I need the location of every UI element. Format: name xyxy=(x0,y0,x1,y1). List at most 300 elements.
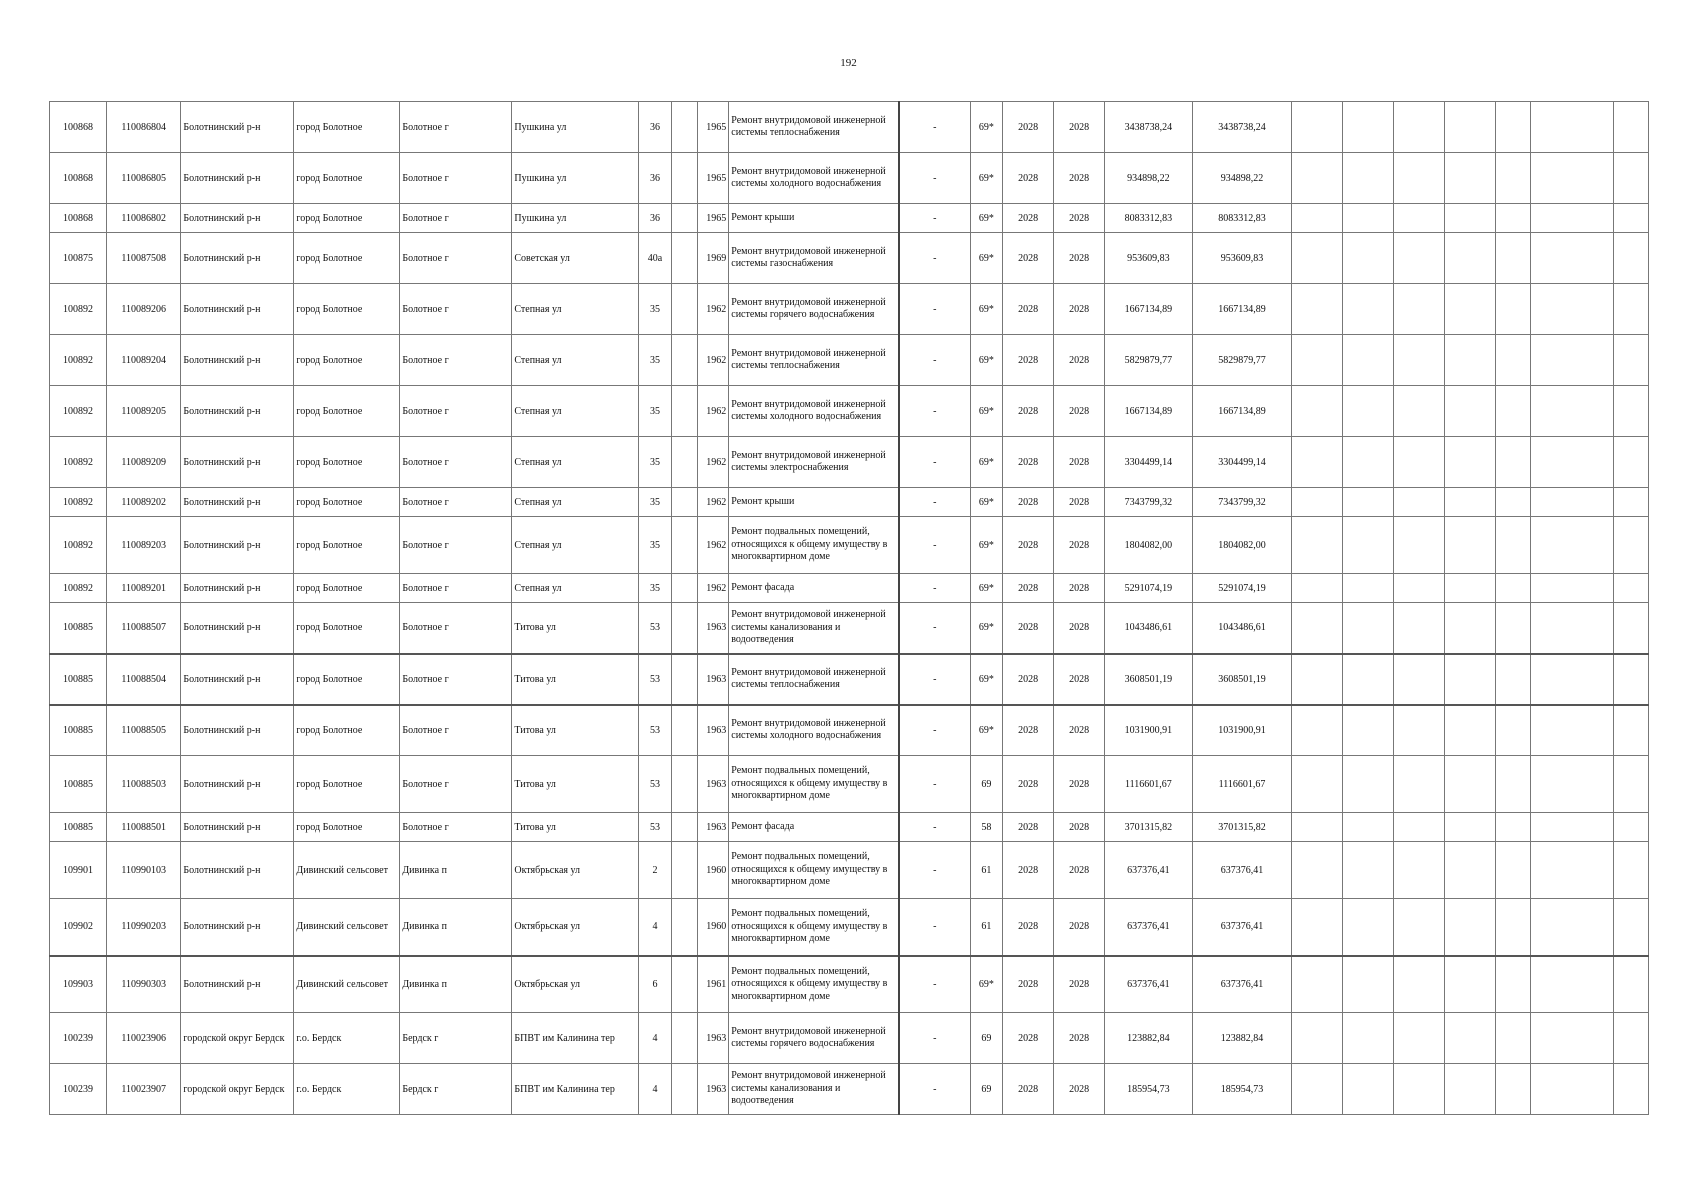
wear-percent: 69* xyxy=(970,204,1003,233)
table-row xyxy=(50,813,1649,842)
empty-cell xyxy=(1614,842,1649,899)
wear-percent: 69 xyxy=(970,1013,1003,1064)
object-code: 110086802 xyxy=(107,204,181,233)
empty-cell xyxy=(1445,102,1496,153)
object-code: 110088503 xyxy=(107,756,181,813)
year-to: 2028 xyxy=(1054,603,1105,654)
municipality: город Болотное xyxy=(294,437,400,488)
year-to: 2028 xyxy=(1054,437,1105,488)
district: Болотнинский р-н xyxy=(181,899,294,956)
total-cost: 637376,41 xyxy=(1192,899,1292,956)
total-cost: 953609,83 xyxy=(1192,233,1292,284)
empty-cell xyxy=(1292,153,1343,204)
year-to: 2028 xyxy=(1054,574,1105,603)
total-cost: 7343799,32 xyxy=(1192,488,1292,517)
total-cost: 1043486,61 xyxy=(1192,603,1292,654)
row-id: 100239 xyxy=(50,1064,107,1115)
wear-percent: 69* xyxy=(970,654,1003,705)
table-row xyxy=(50,437,1649,488)
empty-cell xyxy=(1530,603,1614,654)
house-number: 35 xyxy=(638,437,672,488)
build-year: 1962 xyxy=(697,517,729,574)
empty-cell xyxy=(1496,1013,1531,1064)
year-from: 2028 xyxy=(1003,233,1054,284)
dash-cell: - xyxy=(899,517,970,574)
object-code: 110088501 xyxy=(107,813,181,842)
blank-cell xyxy=(672,603,697,654)
empty-cell xyxy=(1496,233,1531,284)
wear-percent: 69* xyxy=(970,153,1003,204)
object-code: 110089205 xyxy=(107,386,181,437)
house-number: 35 xyxy=(638,284,672,335)
district: Болотнинский р-н xyxy=(181,574,294,603)
dash-cell: - xyxy=(899,603,970,654)
empty-cell xyxy=(1614,204,1649,233)
build-year: 1963 xyxy=(697,1013,729,1064)
work-type: Ремонт фасада xyxy=(729,574,899,603)
district: Болотнинский р-н xyxy=(181,654,294,705)
empty-cell xyxy=(1614,153,1649,204)
empty-cell xyxy=(1343,654,1394,705)
district: Болотнинский р-н xyxy=(181,335,294,386)
empty-cell xyxy=(1394,488,1445,517)
cost: 8083312,83 xyxy=(1105,204,1193,233)
empty-cell xyxy=(1496,574,1531,603)
blank-cell xyxy=(672,233,697,284)
house-number: 6 xyxy=(638,956,672,1013)
locality: Бердск г xyxy=(400,1064,512,1115)
municipality: город Болотное xyxy=(294,335,400,386)
house-number: 53 xyxy=(638,654,672,705)
empty-cell xyxy=(1292,204,1343,233)
object-code: 110089206 xyxy=(107,284,181,335)
empty-cell xyxy=(1445,153,1496,204)
municipality: город Болотное xyxy=(294,603,400,654)
empty-cell xyxy=(1614,233,1649,284)
total-cost: 5829879,77 xyxy=(1192,335,1292,386)
empty-cell xyxy=(1394,102,1445,153)
table-row xyxy=(50,1064,1649,1115)
locality: Болотное г xyxy=(400,603,512,654)
blank-cell xyxy=(672,842,697,899)
locality: Болотное г xyxy=(400,756,512,813)
empty-cell xyxy=(1496,284,1531,335)
year-from: 2028 xyxy=(1003,517,1054,574)
blank-cell xyxy=(672,654,697,705)
object-code: 110990103 xyxy=(107,842,181,899)
year-to: 2028 xyxy=(1054,153,1105,204)
municipality: город Болотное xyxy=(294,102,400,153)
empty-cell xyxy=(1394,386,1445,437)
empty-cell xyxy=(1445,705,1496,756)
empty-cell xyxy=(1530,386,1614,437)
locality: Болотное г xyxy=(400,153,512,204)
build-year: 1965 xyxy=(697,153,729,204)
municipality: город Болотное xyxy=(294,284,400,335)
empty-cell xyxy=(1530,842,1614,899)
district: Болотнинский р-н xyxy=(181,153,294,204)
year-from: 2028 xyxy=(1003,386,1054,437)
empty-cell xyxy=(1614,705,1649,756)
year-from: 2028 xyxy=(1003,705,1054,756)
work-type: Ремонт внутридомовой инженерной системы холодного водоснабжения xyxy=(729,153,899,204)
district: Болотнинский р-н xyxy=(181,204,294,233)
empty-cell xyxy=(1343,437,1394,488)
street: Степная ул xyxy=(512,335,638,386)
table-row xyxy=(50,284,1649,335)
wear-percent: 58 xyxy=(970,813,1003,842)
empty-cell xyxy=(1614,335,1649,386)
street: Титова ул xyxy=(512,705,638,756)
year-from: 2028 xyxy=(1003,756,1054,813)
district: городской округ Бердск xyxy=(181,1064,294,1115)
dash-cell: - xyxy=(899,654,970,705)
cost: 1667134,89 xyxy=(1105,284,1193,335)
empty-cell xyxy=(1530,233,1614,284)
empty-cell xyxy=(1394,813,1445,842)
blank-cell xyxy=(672,335,697,386)
empty-cell xyxy=(1530,437,1614,488)
empty-cell xyxy=(1394,842,1445,899)
dash-cell: - xyxy=(899,102,970,153)
municipality: город Болотное xyxy=(294,204,400,233)
district: Болотнинский р-н xyxy=(181,233,294,284)
wear-percent: 61 xyxy=(970,899,1003,956)
locality: Болотное г xyxy=(400,102,512,153)
build-year: 1960 xyxy=(697,842,729,899)
table-row xyxy=(50,1013,1649,1064)
empty-cell xyxy=(1530,756,1614,813)
cost: 185954,73 xyxy=(1105,1064,1193,1115)
empty-cell xyxy=(1530,102,1614,153)
page-number: 192 xyxy=(840,57,857,69)
total-cost: 185954,73 xyxy=(1192,1064,1292,1115)
locality: Дивинка п xyxy=(400,956,512,1013)
empty-cell xyxy=(1394,1013,1445,1064)
dash-cell: - xyxy=(899,437,970,488)
blank-cell xyxy=(672,705,697,756)
dash-cell: - xyxy=(899,956,970,1013)
empty-cell xyxy=(1496,813,1531,842)
cost: 1116601,67 xyxy=(1105,756,1193,813)
street: Октябрьская ул xyxy=(512,956,638,1013)
street: Степная ул xyxy=(512,386,638,437)
work-type: Ремонт подвальных помещений, относящихся к общему имуществу в многоквартирном доме xyxy=(729,956,899,1013)
blank-cell xyxy=(672,284,697,335)
wear-percent: 69* xyxy=(970,603,1003,654)
build-year: 1962 xyxy=(697,437,729,488)
build-year: 1965 xyxy=(697,204,729,233)
row-id: 100239 xyxy=(50,1013,107,1064)
year-from: 2028 xyxy=(1003,102,1054,153)
district: Болотнинский р-н xyxy=(181,603,294,654)
empty-cell xyxy=(1614,437,1649,488)
empty-cell xyxy=(1343,899,1394,956)
district: Болотнинский р-н xyxy=(181,517,294,574)
empty-cell xyxy=(1394,204,1445,233)
municipality: город Болотное xyxy=(294,517,400,574)
empty-cell xyxy=(1394,233,1445,284)
total-cost: 123882,84 xyxy=(1192,1013,1292,1064)
object-code: 110023906 xyxy=(107,1013,181,1064)
blank-cell xyxy=(672,574,697,603)
table-row xyxy=(50,756,1649,813)
municipality: г.о. Бердск xyxy=(294,1064,400,1115)
street: Степная ул xyxy=(512,437,638,488)
street: Титова ул xyxy=(512,756,638,813)
dash-cell: - xyxy=(899,284,970,335)
empty-cell xyxy=(1445,842,1496,899)
empty-cell xyxy=(1394,654,1445,705)
row-id: 100885 xyxy=(50,654,107,705)
municipality: г.о. Бердск xyxy=(294,1013,400,1064)
cost: 5291074,19 xyxy=(1105,574,1193,603)
empty-cell xyxy=(1614,574,1649,603)
street: Пушкина ул xyxy=(512,204,638,233)
table-row xyxy=(50,233,1649,284)
empty-cell xyxy=(1614,488,1649,517)
street: Степная ул xyxy=(512,488,638,517)
empty-cell xyxy=(1292,756,1343,813)
year-from: 2028 xyxy=(1003,842,1054,899)
row-id: 109901 xyxy=(50,842,107,899)
work-type: Ремонт внутридомовой инженерной системы канализования и водоотведения xyxy=(729,603,899,654)
empty-cell xyxy=(1614,603,1649,654)
empty-cell xyxy=(1343,603,1394,654)
empty-cell xyxy=(1614,517,1649,574)
work-type: Ремонт подвальных помещений, относящихся к общему имуществу в многоквартирном доме xyxy=(729,756,899,813)
wear-percent: 69* xyxy=(970,517,1003,574)
empty-cell xyxy=(1343,956,1394,1013)
street: Пушкина ул xyxy=(512,102,638,153)
house-number: 36 xyxy=(638,153,672,204)
empty-cell xyxy=(1343,705,1394,756)
empty-cell xyxy=(1614,756,1649,813)
total-cost: 3438738,24 xyxy=(1192,102,1292,153)
row-id: 100868 xyxy=(50,102,107,153)
empty-cell xyxy=(1343,102,1394,153)
empty-cell xyxy=(1496,386,1531,437)
build-year: 1961 xyxy=(697,956,729,1013)
empty-cell xyxy=(1530,517,1614,574)
municipality: Дивинский сельсовет xyxy=(294,956,400,1013)
work-type: Ремонт внутридомовой инженерной системы горячего водоснабжения xyxy=(729,1013,899,1064)
district: Болотнинский р-н xyxy=(181,705,294,756)
locality: Болотное г xyxy=(400,204,512,233)
cost: 123882,84 xyxy=(1105,1013,1193,1064)
empty-cell xyxy=(1445,335,1496,386)
dash-cell: - xyxy=(899,705,970,756)
work-type: Ремонт внутридомовой инженерной системы газоснабжения xyxy=(729,233,899,284)
empty-cell xyxy=(1292,335,1343,386)
wear-percent: 69 xyxy=(970,1064,1003,1115)
cost: 5829879,77 xyxy=(1105,335,1193,386)
empty-cell xyxy=(1343,1013,1394,1064)
empty-cell xyxy=(1343,813,1394,842)
cost: 934898,22 xyxy=(1105,153,1193,204)
table-row xyxy=(50,574,1649,603)
build-year: 1962 xyxy=(697,488,729,517)
empty-cell xyxy=(1496,335,1531,386)
row-id: 100892 xyxy=(50,335,107,386)
dash-cell: - xyxy=(899,204,970,233)
municipality: Дивинский сельсовет xyxy=(294,899,400,956)
empty-cell xyxy=(1530,813,1614,842)
object-code: 110088507 xyxy=(107,603,181,654)
locality: Болотное г xyxy=(400,488,512,517)
year-to: 2028 xyxy=(1054,1013,1105,1064)
empty-cell xyxy=(1445,899,1496,956)
empty-cell xyxy=(1445,386,1496,437)
row-id: 100892 xyxy=(50,386,107,437)
empty-cell xyxy=(1614,813,1649,842)
row-id: 100892 xyxy=(50,517,107,574)
object-code: 110087508 xyxy=(107,233,181,284)
municipality: город Болотное xyxy=(294,153,400,204)
blank-cell xyxy=(672,386,697,437)
blank-cell xyxy=(672,102,697,153)
empty-cell xyxy=(1445,654,1496,705)
empty-cell xyxy=(1343,574,1394,603)
table-body xyxy=(50,102,1649,1115)
work-type: Ремонт подвальных помещений, относящихся к общему имуществу в многоквартирном доме xyxy=(729,842,899,899)
empty-cell xyxy=(1343,488,1394,517)
empty-cell xyxy=(1343,335,1394,386)
empty-cell xyxy=(1496,603,1531,654)
empty-cell xyxy=(1445,1064,1496,1115)
empty-cell xyxy=(1445,756,1496,813)
table-row xyxy=(50,899,1649,956)
year-to: 2028 xyxy=(1054,956,1105,1013)
wear-percent: 69 xyxy=(970,756,1003,813)
street: Степная ул xyxy=(512,517,638,574)
empty-cell xyxy=(1614,284,1649,335)
district: Болотнинский р-н xyxy=(181,437,294,488)
empty-cell xyxy=(1343,233,1394,284)
object-code: 110089202 xyxy=(107,488,181,517)
house-number: 35 xyxy=(638,488,672,517)
row-id: 100892 xyxy=(50,437,107,488)
empty-cell xyxy=(1530,1013,1614,1064)
empty-cell xyxy=(1445,284,1496,335)
row-id: 100892 xyxy=(50,488,107,517)
total-cost: 3304499,14 xyxy=(1192,437,1292,488)
empty-cell xyxy=(1530,1064,1614,1115)
total-cost: 637376,41 xyxy=(1192,956,1292,1013)
cost: 3438738,24 xyxy=(1105,102,1193,153)
year-to: 2028 xyxy=(1054,756,1105,813)
object-code: 110990203 xyxy=(107,899,181,956)
house-number: 4 xyxy=(638,1064,672,1115)
dash-cell: - xyxy=(899,153,970,204)
empty-cell xyxy=(1530,574,1614,603)
street: Октябрьская ул xyxy=(512,899,638,956)
district: Болотнинский р-н xyxy=(181,842,294,899)
empty-cell xyxy=(1614,1013,1649,1064)
empty-cell xyxy=(1614,386,1649,437)
object-code: 110089204 xyxy=(107,335,181,386)
street: Пушкина ул xyxy=(512,153,638,204)
table-row xyxy=(50,488,1649,517)
year-from: 2028 xyxy=(1003,1013,1054,1064)
empty-cell xyxy=(1343,153,1394,204)
blank-cell xyxy=(672,204,697,233)
object-code: 110023907 xyxy=(107,1064,181,1115)
empty-cell xyxy=(1292,517,1343,574)
municipality: город Болотное xyxy=(294,813,400,842)
blank-cell xyxy=(672,488,697,517)
blank-cell xyxy=(672,1064,697,1115)
empty-cell xyxy=(1394,1064,1445,1115)
empty-cell xyxy=(1496,899,1531,956)
blank-cell xyxy=(672,153,697,204)
object-code: 110088504 xyxy=(107,654,181,705)
total-cost: 934898,22 xyxy=(1192,153,1292,204)
empty-cell xyxy=(1496,488,1531,517)
wear-percent: 61 xyxy=(970,842,1003,899)
build-year: 1960 xyxy=(697,899,729,956)
wear-percent: 69* xyxy=(970,705,1003,756)
district: Болотнинский р-н xyxy=(181,102,294,153)
year-from: 2028 xyxy=(1003,574,1054,603)
house-number: 2 xyxy=(638,842,672,899)
empty-cell xyxy=(1394,756,1445,813)
empty-cell xyxy=(1530,899,1614,956)
total-cost: 637376,41 xyxy=(1192,842,1292,899)
empty-cell xyxy=(1496,517,1531,574)
dash-cell: - xyxy=(899,335,970,386)
table-row xyxy=(50,386,1649,437)
empty-cell xyxy=(1496,654,1531,705)
locality: Болотное г xyxy=(400,386,512,437)
year-from: 2028 xyxy=(1003,204,1054,233)
municipality: город Болотное xyxy=(294,654,400,705)
house-number: 40а xyxy=(638,233,672,284)
empty-cell xyxy=(1530,204,1614,233)
year-to: 2028 xyxy=(1054,842,1105,899)
district: Болотнинский р-н xyxy=(181,756,294,813)
work-type: Ремонт внутридомовой инженерной системы канализования и водоотведения xyxy=(729,1064,899,1115)
row-id: 100885 xyxy=(50,813,107,842)
empty-cell xyxy=(1496,956,1531,1013)
blank-cell xyxy=(672,517,697,574)
house-number: 4 xyxy=(638,1013,672,1064)
locality: Болотное г xyxy=(400,335,512,386)
row-id: 100868 xyxy=(50,204,107,233)
total-cost: 1667134,89 xyxy=(1192,284,1292,335)
empty-cell xyxy=(1445,1013,1496,1064)
empty-cell xyxy=(1496,204,1531,233)
blank-cell xyxy=(672,1013,697,1064)
cost: 7343799,32 xyxy=(1105,488,1193,517)
dash-cell: - xyxy=(899,386,970,437)
build-year: 1963 xyxy=(697,813,729,842)
house-number: 4 xyxy=(638,899,672,956)
cost: 953609,83 xyxy=(1105,233,1193,284)
year-to: 2028 xyxy=(1054,204,1105,233)
empty-cell xyxy=(1292,705,1343,756)
table-row xyxy=(50,517,1649,574)
empty-cell xyxy=(1530,654,1614,705)
street: Советская ул xyxy=(512,233,638,284)
build-year: 1962 xyxy=(697,335,729,386)
row-id: 100885 xyxy=(50,705,107,756)
year-from: 2028 xyxy=(1003,284,1054,335)
district: городской округ Бердск xyxy=(181,1013,294,1064)
table-row xyxy=(50,603,1649,654)
district: Болотнинский р-н xyxy=(181,488,294,517)
object-code: 110089209 xyxy=(107,437,181,488)
